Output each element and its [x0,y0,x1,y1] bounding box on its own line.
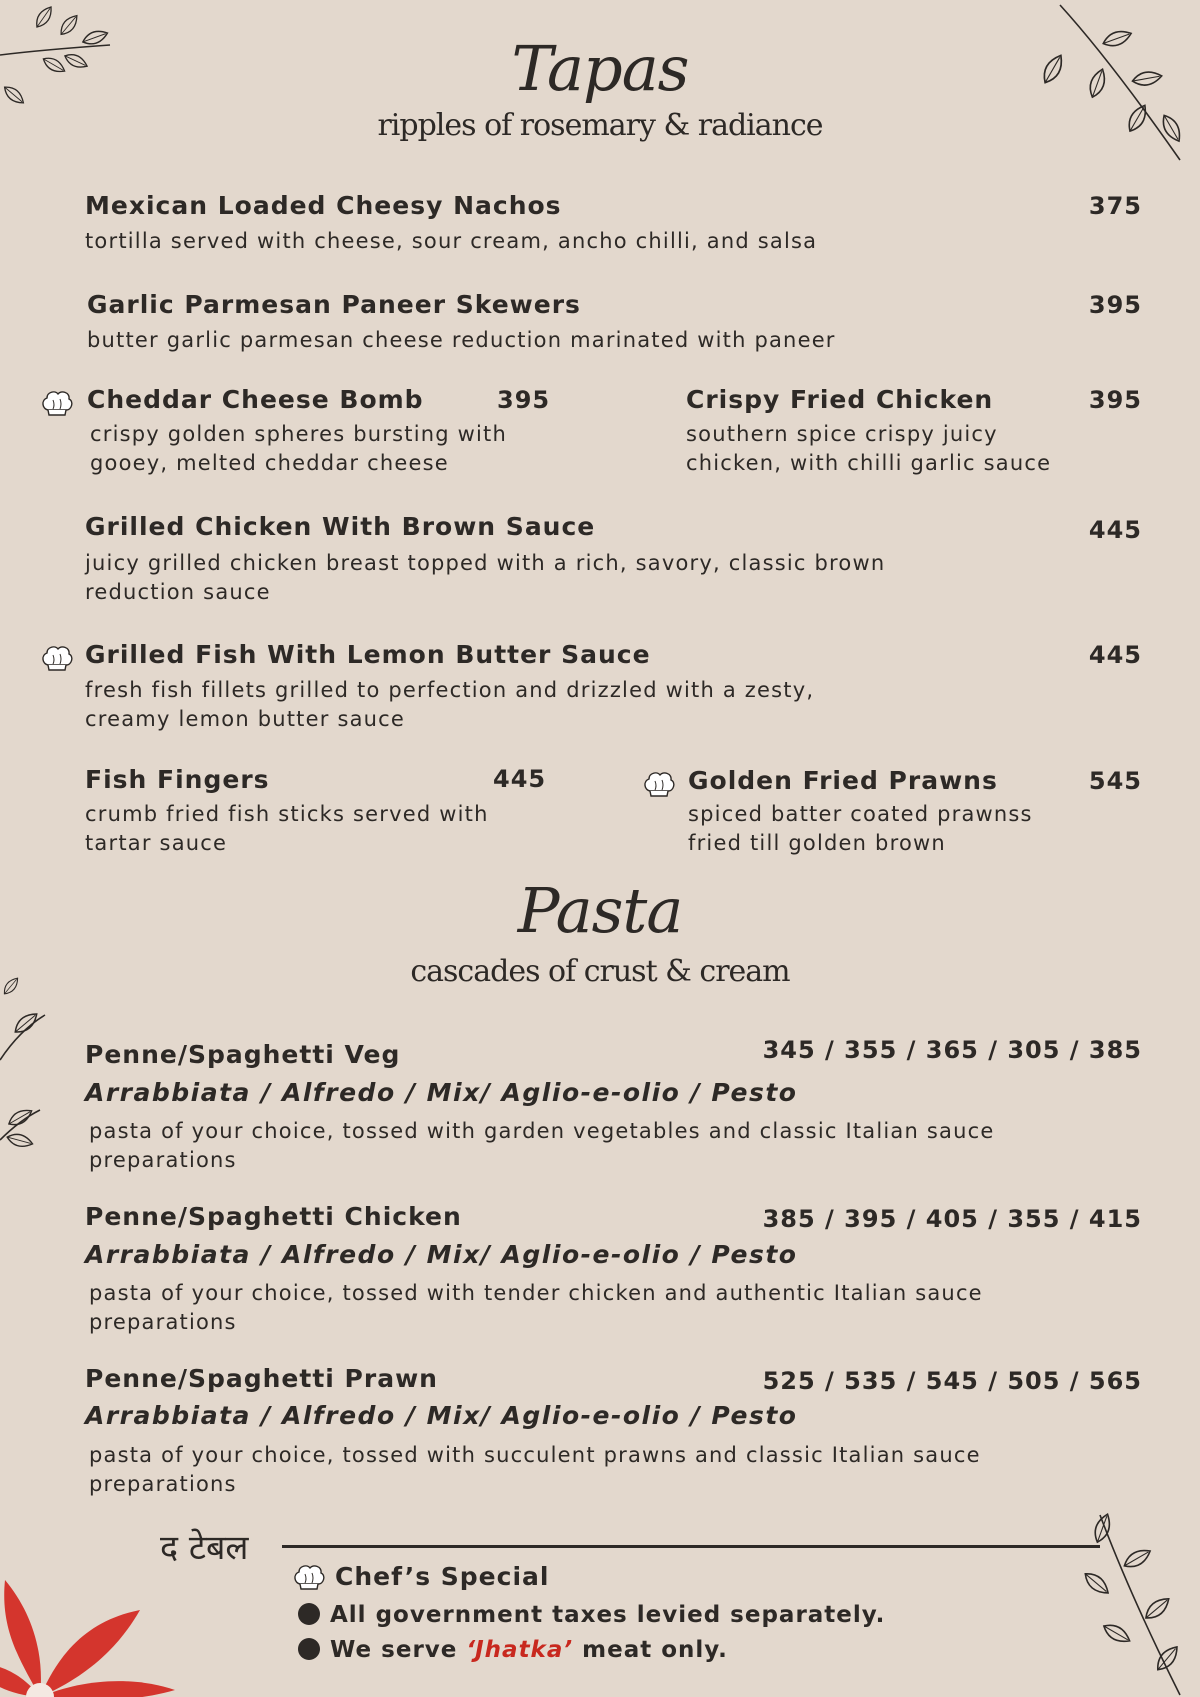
menu-item-prices: 525 / 535 / 545 / 505 / 565 [762,1367,1142,1395]
chef-hat-icon [292,1562,326,1592]
menu-item-desc: fresh fish fillets grilled to perfection and drizzled with a zesty, creamy lemon butter sauce [85,678,815,731]
section-title-tapas: Tapas [511,32,689,105]
menu-item-variants: Arrabbiata / Alfredo / Mix/ Aglio-e-olio / Pesto [85,1078,798,1107]
leaf-branch-icon [0,970,60,1190]
menu-item-price: 445 [493,765,547,793]
menu-item-price: 375 [1088,192,1142,220]
chef-hat-icon [642,769,676,799]
menu-item-name: Penne/Spaghetti Prawn [85,1364,438,1393]
section-subtitle-pasta: cascades of crust & cream [410,954,790,989]
menu-item-desc: southern spice crispy juicy chicken, with chilli garlic sauce [686,422,1052,475]
taxes-note-text: All government taxes levied separately. [330,1602,886,1628]
menu-item-desc: butter garlic parmesan cheese reduction marinated with paneer [87,328,836,352]
chef-special-legend: Chef’s Special [335,1562,550,1591]
menu-item-price: 395 [497,386,551,414]
menu-item-name: Cheddar Cheese Bomb [87,385,424,414]
menu-item-desc: pasta of your choice, tossed with succulent prawns and classic Italian sauce preparations [89,1443,981,1496]
menu-item-desc: spiced batter coated prawnss fried till golden brown [688,802,1033,855]
menu-item-name: Penne/Spaghetti Veg [85,1040,401,1069]
menu-item-prices: 385 / 395 / 405 / 355 / 415 [762,1205,1142,1233]
red-flower-icon [0,1540,180,1697]
menu-item-name: Crispy Fried Chicken [686,385,994,414]
chef-hat-icon [40,388,74,418]
menu-item-price: 395 [1088,291,1142,319]
menu-item-name: Garlic Parmesan Paneer Skewers [87,290,581,319]
taxes-note [298,1602,885,1628]
section-subtitle-tapas: ripples of rosemary & radiance [377,108,823,143]
menu-item-name: Penne/Spaghetti Chicken [85,1202,462,1231]
leaf-branch-icon [1070,1505,1200,1697]
bullet-dot-icon [298,1638,320,1660]
menu-item-desc: tortilla served with cheese, sour cream, ancho chilli, and salsa [85,229,818,253]
bullet-dot-icon [298,1603,320,1625]
menu-item-name: Fish Fingers [85,765,270,794]
menu-item-price: 395 [1088,386,1142,414]
menu-item-desc: crumb fried fish sticks served with tartar sauce [85,802,489,855]
menu-item-desc: crispy golden spheres bursting with gooey, melted cheddar cheese [90,422,507,475]
menu-item-desc: juicy grilled chicken breast topped with a rich, savory, classic brown reduction sauce [85,551,886,604]
menu-item-desc: pasta of your choice, tossed with garden vegetables and classic Italian sauce preparations [89,1119,995,1172]
menu-item-name: Grilled Chicken With Brown Sauce [85,512,596,541]
menu-item-price: 445 [1088,641,1142,669]
footer-divider [282,1545,1100,1548]
meat-note-prefix: We serve [330,1637,458,1663]
menu-item-price: 545 [1088,767,1142,795]
section-title-pasta: Pasta [517,874,683,947]
menu-item-name: Grilled Fish With Lemon Butter Sauce [85,640,651,669]
brand-name: द टेबल [160,1528,249,1568]
meat-note [298,1637,728,1663]
menu-item-variants: Arrabbiata / Alfredo / Mix/ Aglio-e-olio / Pesto [85,1401,798,1430]
meat-note-highlight: ‘Jhatka’ [466,1637,574,1663]
menu-item-price: 445 [1088,516,1142,544]
menu-item-name: Golden Fried Prawns [688,766,998,795]
menu-item-variants: Arrabbiata / Alfredo / Mix/ Aglio-e-olio / Pesto [85,1240,798,1269]
menu-item-name: Mexican Loaded Cheesy Nachos [85,191,562,220]
menu-item-desc: pasta of your choice, tossed with tender chicken and authentic Italian sauce preparations [89,1281,983,1334]
menu-item-prices: 345 / 355 / 365 / 305 / 385 [762,1036,1142,1064]
meat-note-suffix: meat only. [582,1637,728,1663]
chef-hat-icon [40,643,74,673]
